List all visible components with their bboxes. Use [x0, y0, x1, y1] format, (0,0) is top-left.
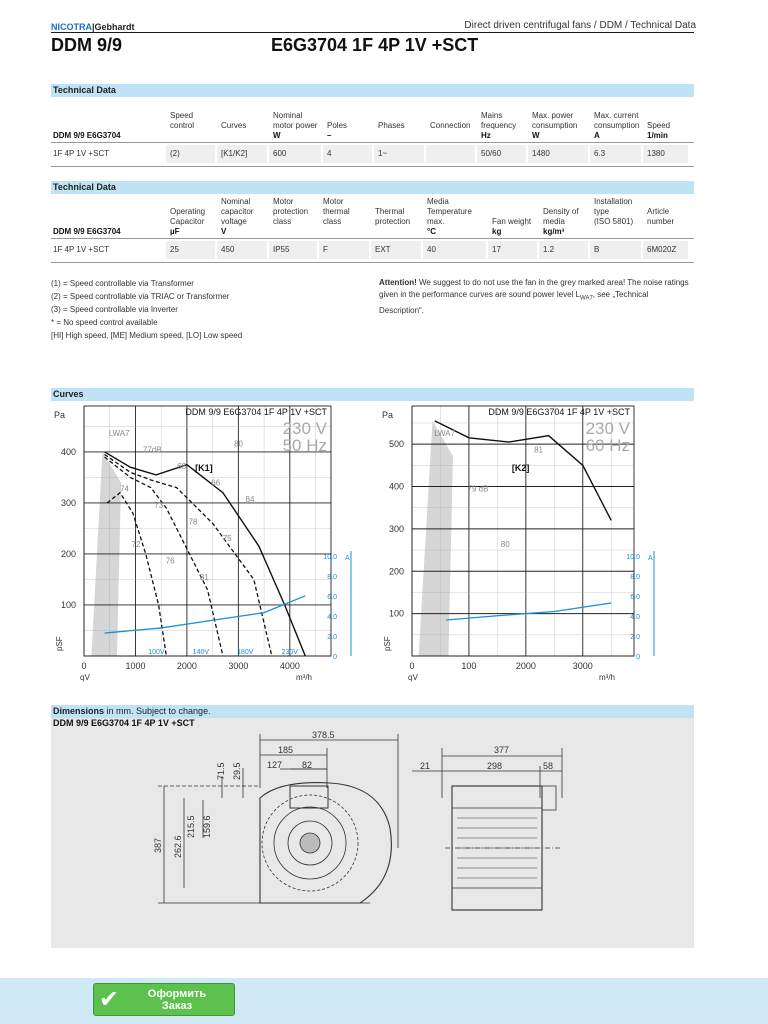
column-header: Operating Capacitor [170, 207, 206, 226]
x-tick-label: 1000 [125, 661, 146, 671]
dimensions-model: DDM 9/9 E6G3704 1F 4P 1V +SCT [53, 718, 195, 728]
table-cell: 4 [327, 149, 332, 158]
voltage-label: 230V [281, 649, 298, 656]
column-unit: kg/m³ [543, 227, 565, 236]
dim-label: 387 [153, 837, 163, 853]
not-recommended-area [419, 421, 456, 656]
y-tick-label: 500 [388, 439, 404, 450]
current-tick-label: 4.0 [630, 614, 640, 621]
table-cell: B [594, 245, 600, 254]
variant-title: E6G3704 1F 4P 1V +SCT [271, 35, 479, 55]
column-unit: A [594, 131, 600, 140]
dim-label: 185 [278, 745, 294, 755]
column-unit: – [327, 131, 332, 140]
noise-level-label: 79 dB [467, 484, 489, 494]
current-tick-label: 0 [333, 654, 337, 661]
table-cell: IP55 [273, 245, 290, 254]
dim-label: 262.6 [173, 835, 183, 858]
table-cell: 40 [427, 245, 436, 254]
table-cell: 25 [170, 245, 179, 254]
x-tick-label: 0 [409, 661, 415, 671]
column-header: Motor protection class [273, 197, 309, 226]
y-tick-label: 200 [60, 548, 76, 559]
current-tick-label: 8.0 [327, 574, 337, 581]
noise-level-label: 77dB [142, 445, 162, 455]
x-tick-label: 2000 [515, 661, 536, 671]
footnote: [HI] High speed, [ME] Medium speed, [LO] Low speed [51, 331, 243, 340]
column-header: Article number [647, 207, 675, 226]
x-axis-label: qV [408, 673, 418, 682]
current-tick-label: 0 [636, 654, 640, 661]
column-unit: kg [492, 227, 502, 236]
supply-voltage: 230 V [282, 419, 327, 438]
curve-label: [K1] [195, 463, 213, 473]
x-tick-label: 4000 [279, 661, 300, 671]
dim-label: 298 [487, 761, 503, 771]
table-cell: (2) [170, 149, 180, 158]
attention-note: Attention! We suggest to do not use the fan in the grey marked area! The noise ratings given in the performance curves are sound power level $L_{WA7}$, see „Technical Description“. [379, 278, 689, 315]
performance-chart-50hz [51, 402, 371, 692]
column-unit: µF [170, 227, 180, 236]
noise-level-label: 80 [500, 540, 510, 549]
table-cell: 450 [221, 245, 235, 254]
column-unit: W [273, 131, 281, 140]
noise-level-label: 72 [131, 540, 141, 549]
table-cell: 17 [492, 245, 501, 254]
current-tick-label: 8.0 [630, 574, 640, 581]
performance-chart-60hz [378, 402, 694, 692]
noise-level-label: 81 [199, 573, 209, 582]
column-header: Max. power consumption [532, 111, 578, 130]
supply-frequency: 60 Hz [585, 436, 630, 455]
header-rule [51, 32, 694, 33]
column-header: Fan weight [492, 217, 532, 226]
column-header: Poles [327, 121, 348, 130]
x-tick-label: 2000 [176, 661, 197, 671]
column-header: Speed [647, 121, 671, 130]
y-tick-label: 100 [60, 599, 76, 610]
table-cell: 50/60 [481, 149, 502, 158]
column-unit: 1/min [647, 131, 668, 140]
current-tick-label: 4.0 [327, 614, 337, 621]
x-tick-label: 3000 [228, 661, 249, 671]
column-header: Motor thermal class [323, 197, 350, 226]
series-line [105, 454, 272, 656]
brand-logo: NICOTRA|Gebhardt [51, 22, 135, 32]
noise-level-label: 74 [120, 484, 130, 494]
supply-voltage: 230 V [585, 419, 630, 438]
footnote: (1) = Speed controllable via Transformer [51, 279, 194, 288]
column-header: Phases [378, 121, 405, 130]
noise-level-label: 78 [188, 517, 198, 527]
y-tick-label: 300 [60, 497, 76, 508]
dim-label: 215.5 [186, 815, 196, 838]
table-row-heading: DDM 9/9 E6G3704 [53, 131, 121, 140]
order-button-label: Оформить Заказ [147, 988, 207, 1012]
table-row-label: 1F 4P 1V +SCT [53, 245, 110, 254]
current-tick-label: 10.0 [323, 554, 337, 561]
noise-level-label: 84 [245, 495, 255, 504]
column-header: Max. current consumption [594, 111, 640, 130]
chart-title: DDM 9/9 E6G3704 1F 4P 1V +SCT [185, 407, 327, 417]
x-tick-label: 0 [81, 661, 87, 671]
page-category: Direct driven centrifugal fans / DDM / Technical Data [464, 20, 696, 31]
column-unit: V [221, 227, 227, 236]
noise-level-label: 68 [177, 462, 187, 471]
y-unit-label: Pa [382, 410, 394, 420]
y-tick-label: 300 [388, 523, 404, 534]
column-header: Connection [430, 121, 471, 130]
noise-level-label: 80 [234, 439, 244, 449]
current-tick-label: 2.0 [630, 634, 640, 641]
technical-data-heading: Technical Data [51, 84, 694, 97]
y-axis-label: pSF [55, 636, 64, 651]
column-header: Speed control [170, 111, 195, 130]
column-header: Installation type (ISO 5801) [594, 197, 634, 226]
dim-label: 29.5 [232, 762, 242, 780]
y-tick-label: 400 [60, 446, 76, 457]
table-row-heading: DDM 9/9 E6G3704 [53, 227, 121, 236]
series-line [446, 603, 611, 620]
noise-level-label: 66 [211, 478, 221, 488]
table-cell: [K1/K2] [221, 149, 248, 158]
footnote: * = No speed control available [51, 318, 158, 327]
table-cell: 6.3 [594, 149, 606, 158]
column-unit: °C [427, 227, 436, 236]
column-header: Nominal capacitor voltage [221, 197, 254, 226]
dimensions-heading: Dimensions in mm. Subject to change. [51, 705, 694, 718]
series-line [105, 596, 306, 633]
x-unit-label: m³/h [599, 673, 615, 682]
column-header: Thermal protection [375, 207, 411, 226]
table-cell: 1480 [532, 149, 550, 158]
y-tick-label: 200 [388, 566, 404, 577]
column-unit: W [532, 131, 540, 140]
current-tick-label: 6.0 [630, 594, 640, 601]
noise-level-label: 73 [154, 501, 164, 510]
current-unit-label: A [648, 555, 653, 562]
dim-label: 82 [302, 760, 313, 770]
dim-label: 58 [543, 761, 554, 771]
current-unit-label: A [345, 555, 350, 562]
current-tick-label: 2.0 [327, 634, 337, 641]
voltage-label: 140V [192, 649, 210, 656]
table-cell: 1380 [647, 149, 665, 158]
table-cell: 600 [273, 149, 287, 158]
column-unit: Hz [481, 131, 491, 140]
x-axis-label: qV [80, 673, 90, 682]
y-tick-label: 400 [388, 481, 404, 492]
x-unit-label: m³/h [296, 673, 312, 682]
noise-level-label: LWA7 [108, 429, 130, 438]
model-title: DDM 9/9 [51, 35, 123, 55]
table-cell: 6M020Z [647, 245, 677, 254]
front-view-drawing [412, 738, 572, 938]
footnotes [51, 277, 351, 342]
column-header: Curves [221, 121, 247, 130]
table-cell: F [323, 245, 328, 254]
table-cell: 1~ [378, 149, 388, 158]
supply-frequency: 50 Hz [282, 436, 327, 455]
noise-level-label: 75 [222, 534, 232, 543]
table-cell: EXT [375, 245, 391, 254]
dim-label: 378.5 [312, 730, 335, 740]
chart-title: DDM 9/9 E6G3704 1F 4P 1V +SCT [488, 407, 630, 417]
dim-label: 21 [420, 761, 431, 771]
y-axis-label: pSF [383, 636, 392, 651]
dim-label: 159.6 [202, 815, 212, 838]
table-cell: 1.2 [543, 245, 555, 254]
y-tick-label: 100 [388, 608, 404, 619]
footnote: (2) = Speed controllable via TRIAC or Transformer [51, 292, 230, 301]
dim-label: 71.5 [216, 762, 226, 780]
voltage-label: 180V [237, 649, 254, 656]
curves-heading: Curves [51, 388, 694, 401]
dim-label: 377 [494, 745, 510, 755]
curve-label: [K2] [511, 463, 530, 473]
x-tick-label: 100 [461, 661, 477, 671]
technical-data-heading-2: Technical Data [51, 181, 694, 194]
noise-level-label: LWA7 [434, 429, 456, 438]
column-header: Nominal motor power [273, 111, 318, 130]
column-header: Mains frequency [481, 111, 517, 130]
table-row-label: 1F 4P 1V +SCT [53, 149, 110, 158]
side-view-drawing [140, 728, 410, 938]
noise-level-label: 76 [165, 556, 175, 566]
x-tick-label: 3000 [572, 661, 593, 671]
column-header: Media Temperature max. [427, 197, 472, 226]
current-tick-label: 6.0 [327, 594, 337, 601]
checkmark-icon: ✔ [99, 986, 120, 1013]
noise-level-label: 81 [534, 445, 544, 455]
y-unit-label: Pa [54, 410, 66, 420]
footnote: (3) = Speed controllable via Inverter [51, 305, 178, 314]
voltage-label: 100V [148, 649, 165, 656]
column-header: Density of media [543, 207, 579, 226]
current-tick-label: 10.0 [626, 554, 640, 561]
dim-label: 127 [267, 760, 283, 770]
